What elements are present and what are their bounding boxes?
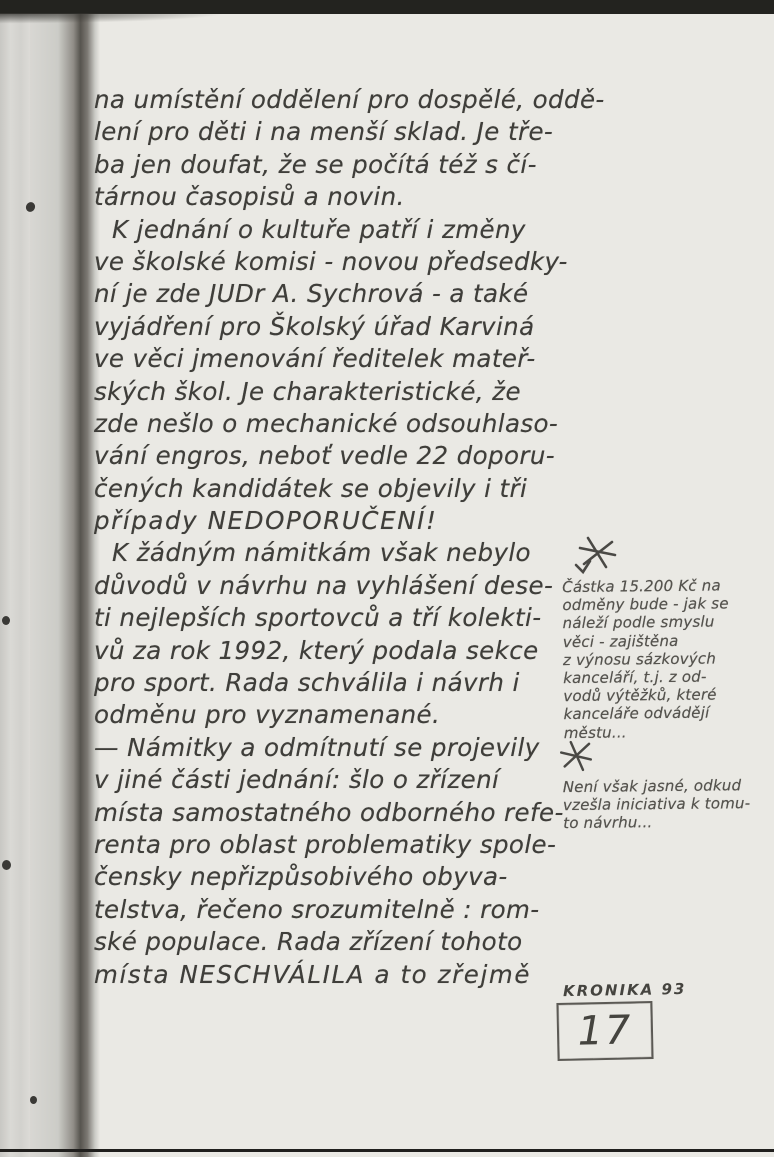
paragraph-sport-awards	[94, 537, 576, 731]
text-line: zde nešlo o mechanické odsouhlaso-	[94, 408, 559, 438]
scan-top-band	[0, 0, 774, 14]
margin-note-line: městu...	[563, 722, 627, 742]
text-line: ské populace. Rada zřízení tohoto	[94, 927, 523, 957]
margin-note-line: vodů výtěžků, které	[563, 685, 717, 706]
text-line: případy NEDOPORUČENÍ!	[94, 506, 438, 536]
margin-note-line: Není však jasné, odkud	[562, 776, 742, 797]
text-line: ní je zde JUDr A. Sychrová - a také	[94, 279, 529, 309]
book-gutter-shadow	[30, 10, 100, 1157]
text-line: čených kandidátek se objevily i tři	[94, 473, 528, 503]
binding-speck	[2, 860, 11, 870]
text-line: ve věci jmenování ředitelek mateř-	[94, 344, 536, 374]
binding-speck	[2, 616, 10, 625]
margin-note-line: kanceláře odvádějí	[563, 703, 710, 724]
page-number: 17	[577, 1007, 633, 1055]
margin-note-line: náleží podle smyslu	[562, 612, 715, 633]
text-line: vání engros, neboť vedle 22 doporu-	[94, 441, 556, 471]
text-line: K žádným námitkám však nebylo	[112, 538, 531, 568]
asterisk-icon	[572, 533, 618, 581]
text-line: vů za rok 1992, který podala sekce	[94, 635, 539, 665]
text-line: v jiné části jednání: šlo o zřízení	[94, 765, 500, 795]
text-line: — Námitky a odmítnutí se projevily	[94, 732, 540, 762]
margin-note-funding	[562, 576, 772, 742]
text-line: K jednání o kultuře patří i změny	[112, 214, 526, 244]
text-line: pro sport. Rada schválila i návrh i	[94, 668, 520, 698]
text-line: odměnu pro vyznamenané.	[94, 700, 441, 730]
text-line: ti nejlepších sportovců a tří kolekti-	[94, 603, 542, 633]
chronicle-label: KRONIKA 93	[562, 979, 687, 1001]
page-top-curve-shadow	[0, 13, 300, 25]
margin-note-line: Částka 15.200 Kč na	[562, 576, 721, 597]
page-number-box	[556, 1001, 653, 1061]
margin-note-line: z výnosu sázkových	[562, 649, 717, 669]
binding-speck	[30, 1096, 37, 1104]
margin-note-line: kanceláří, t.j. z od-	[563, 667, 707, 688]
paragraph-culture-commission	[94, 214, 576, 538]
text-line: renta pro oblast problematiky spole-	[94, 829, 557, 859]
text-line: lení pro děti i na menší sklad. Je tře-	[94, 117, 554, 147]
text-line: důvodů v návrhu na vyhlášení dese-	[94, 570, 554, 600]
asterisk-icon	[556, 735, 596, 777]
scan-bottom-line	[0, 1149, 774, 1152]
text-line: tárnou časopisů a novin.	[94, 182, 405, 212]
text-line: čensky nepřizpůsobivého obyva-	[94, 862, 508, 892]
text-line: místa samostatného odborného refe-	[94, 797, 564, 827]
margin-note-line: věci - zajištěna	[562, 631, 679, 651]
text-line: ba jen doufat, že se počítá též s čí-	[94, 149, 537, 179]
margin-note-line: vzešla iniciativa k tomu-	[562, 794, 751, 815]
margin-note-line: to návrhu...	[563, 813, 653, 833]
text-line: ských škol. Je charakteristické, že	[94, 376, 521, 406]
margin-note-line: odměny bude - jak se	[562, 594, 729, 615]
text-line: ve školské komisi - novou předsedky-	[94, 246, 568, 276]
text-line: na umístění oddělení pro dospělé, oddě-	[94, 85, 605, 114]
margin-note-initiative	[563, 776, 772, 833]
text-line: místa NESCHVÁLILA a to zřejmě	[94, 959, 532, 989]
previous-page-edge	[0, 10, 30, 1157]
text-line: vyjádření pro Školský úřad Karviná	[94, 311, 535, 341]
paragraph-referent-rejection	[94, 732, 576, 991]
text-line: telstva, řečeno srozumitelně : rom-	[94, 894, 540, 924]
paragraph-library	[94, 84, 605, 214]
